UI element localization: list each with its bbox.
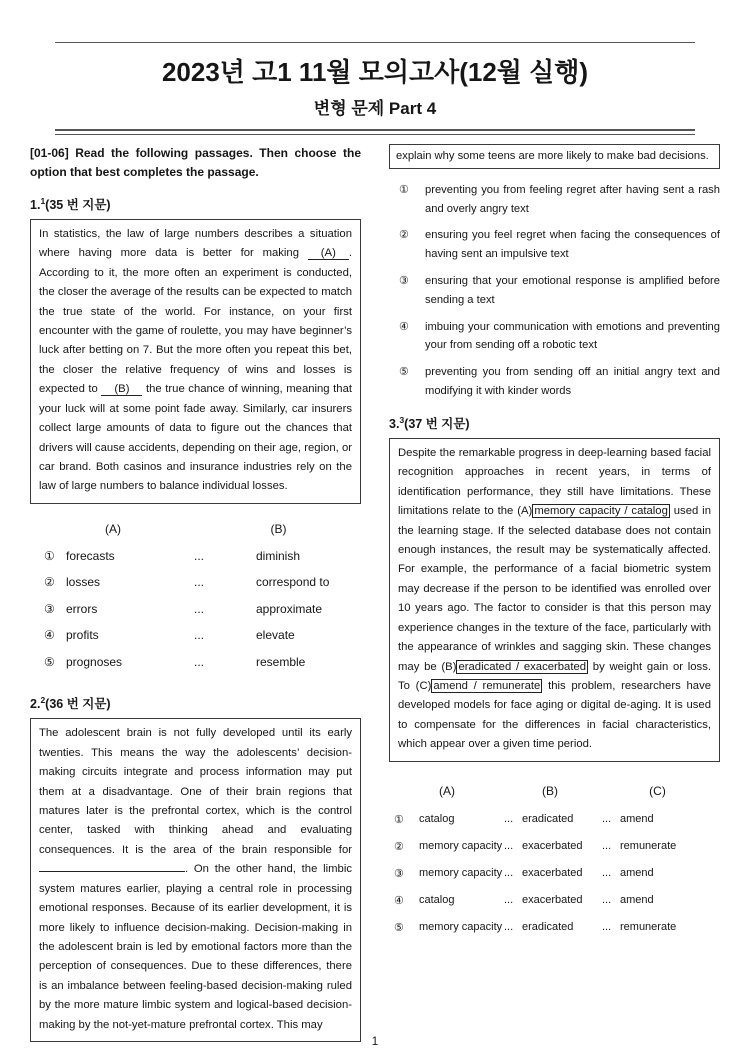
page-title: 2023년 고1 11월 모의고사(12월 실행) <box>161 57 589 87</box>
q3-header-a: (A) <box>439 783 455 798</box>
question-1-source: (35 번 지문) <box>45 197 111 212</box>
option-c-word: amend <box>620 866 654 879</box>
page-subtitle: 변형 문제 Part 4 <box>313 99 437 118</box>
option-c-word: remunerate <box>620 920 677 933</box>
option-a-word: errors <box>66 601 98 616</box>
q1-answer-table <box>30 522 361 682</box>
option-a-word: profits <box>66 628 99 643</box>
question-3-number: 3. <box>389 416 400 431</box>
option-b-word: exacerbated <box>522 893 583 906</box>
option-number: ② <box>394 840 404 853</box>
option-a-word: catalog <box>419 893 455 906</box>
option-a-word: memory capacity <box>419 920 503 933</box>
q1-answer-row <box>30 628 361 655</box>
dots-separator: ... <box>194 628 205 643</box>
option-b-word: diminish <box>256 548 301 563</box>
page-header <box>30 42 720 135</box>
q2-options-list <box>389 181 720 401</box>
option-number: ③ <box>44 601 55 616</box>
column-right <box>389 144 720 1042</box>
option-number: ⑤ <box>394 921 404 934</box>
option-c-word: remunerate <box>620 839 677 852</box>
q2-option-item <box>399 363 720 401</box>
dots-separator: ... <box>602 920 612 933</box>
top-divider <box>55 42 695 43</box>
dots-separator: ... <box>602 866 612 879</box>
option-number: ③ <box>399 275 410 288</box>
header-divider <box>55 129 695 135</box>
option-b-word: eradicated <box>522 812 574 825</box>
dots-separator: ... <box>504 920 514 933</box>
question-2-source: (36 번 지문) <box>45 697 111 712</box>
q3-answer-row <box>389 867 720 894</box>
option-number: ⑤ <box>399 366 410 379</box>
option-number: ① <box>394 813 404 826</box>
option-a-word: forecasts <box>66 548 115 563</box>
option-c-word: amend <box>620 893 654 906</box>
question-2-header <box>30 694 361 712</box>
option-c-word: amend <box>620 812 654 825</box>
dots-separator: ... <box>194 601 205 616</box>
question-1-number: 1. <box>30 197 41 212</box>
option-number: ④ <box>44 628 55 643</box>
option-b-word: exacerbated <box>522 839 583 852</box>
q2-option-item <box>399 181 720 219</box>
option-text: preventing you from sending off an initial angry text and modifying it with kinder words <box>425 366 720 398</box>
option-text: ensuring you feel regret when facing the consequences of having sent an impulsive text <box>425 229 720 261</box>
q3-header-c: (C) <box>649 783 666 798</box>
content-columns <box>30 144 720 1042</box>
q3-table-header <box>389 784 720 798</box>
dots-separator: ... <box>194 654 205 669</box>
option-text: preventing you from feeling regret after having sent a rash and overly angry text <box>425 183 720 215</box>
page-number: 1 <box>371 1036 379 1048</box>
q2-passage-continuation-box: explain why some teens are more likely to make bad decisions. <box>389 144 720 169</box>
q1-table-header <box>30 522 361 536</box>
option-b-word: correspond to <box>256 575 330 590</box>
q3-header-b: (B) <box>542 783 558 798</box>
dots-separator: ... <box>504 893 514 906</box>
q3-answer-row <box>389 813 720 840</box>
question-3-header <box>389 414 720 432</box>
q1-header-a: (A) <box>105 521 121 536</box>
option-number: ③ <box>394 867 404 880</box>
q2-option-item <box>399 272 720 310</box>
option-number: ④ <box>394 894 404 907</box>
option-number: ⑤ <box>44 654 55 669</box>
option-a-word: memory capacity <box>419 839 503 852</box>
column-left <box>30 144 361 1042</box>
q3-answer-table <box>389 784 720 948</box>
q1-answer-row <box>30 575 361 602</box>
q1-passage-box: In statistics, the law of large numbers describes a situation where having more data is better for making (A) . According to it, the more often an experiment is conducted, the closer the average of the results can be expected to match the true state of the world. For instance, on your first encounter with the game of roulette, you may have beginner’s luck after betting on 7. But the more often you repeat this bet, the closer the relative frequency of wins and losses is expected to (B) the true chance of winning, meaning that your luck will at some point fade away. Similarly, car insurers collect large amounts of data to figure out the chances that drivers will cause accidents, depending on their age, region, or car brand. Both casinos and insurance industries rely on the law of large numbers to balance individual losses. <box>30 219 361 504</box>
question-2-number: 2. <box>30 697 41 712</box>
option-a-word: memory capacity <box>419 866 503 879</box>
option-number: ④ <box>399 320 410 333</box>
dots-separator: ... <box>602 812 612 825</box>
q1-header-b: (B) <box>270 521 287 536</box>
dots-separator: ... <box>504 866 514 879</box>
q1-answer-row <box>30 549 361 576</box>
option-number: ① <box>399 183 410 196</box>
option-a-word: losses <box>66 575 101 590</box>
q1-answer-rows <box>30 549 361 682</box>
dots-separator: ... <box>504 812 514 825</box>
option-number: ② <box>399 229 410 242</box>
question-3-source: (37 번 지문) <box>404 416 470 431</box>
question-1-header <box>30 195 361 213</box>
q3-answer-row <box>389 921 720 948</box>
dots-separator: ... <box>602 893 612 906</box>
option-b-word: eradicated <box>522 920 574 933</box>
question-3-superscript: 3 <box>399 414 405 425</box>
instructions-text: [01-06] Read the following passages. Then choose the option that best completes the passage. <box>30 146 361 179</box>
option-text: ensuring that your emotional response is amplified before sending a text <box>425 275 720 306</box>
option-b-word: elevate <box>256 628 295 643</box>
q1-answer-row <box>30 655 361 682</box>
option-a-word: prognoses <box>66 654 123 669</box>
q3-answer-row <box>389 894 720 921</box>
question-1-superscript: 1 <box>40 195 46 206</box>
dots-separator: ... <box>504 839 514 852</box>
dots-separator: ... <box>194 575 205 590</box>
option-b-word: resemble <box>256 654 306 669</box>
dots-separator: ... <box>602 839 612 852</box>
dots-separator: ... <box>194 548 205 563</box>
q1-answer-row <box>30 602 361 629</box>
option-a-word: catalog <box>419 812 455 825</box>
option-text: imbuing your communication with emotions and preventing your from sending off a robotic text <box>425 320 720 352</box>
q2-passage-box: The adolescent brain is not fully developed until its early twenties. This means the way the adolescents’ decision-making circuits integrate and process information may put them at a disadvantage. One of their brain regions that matures later is the prefrontal cortex, which is the control center, tasked with thinking ahead and evaluating consequences. It is the area of the brain responsible for . On the other hand, the limbic system matures earlier, playing a central role in processing emotional responses. Because of its earlier development, it is more likely to influence decision-making. Decision-making in the adolescent brain is led by emotional factors more than the perception of consequences. Due to these differences, there is an imbalance between feeling-based decision-making ruled by the more mature limbic system and logical-based decision-making by the not-yet-mature prefrontal cortex. This may <box>30 718 361 1042</box>
q3-passage-box: Despite the remarkable progress in deep-learning based facial recognition approaches in recent years, in terms of identification performance, they still have limitations. These limitations relate to the (A) memory capacity / catalog used in the learning stage. If the selected database does not contain enough instances, the result may be systematically affected. For example, the performance of a facial biometric system may decrease if the person to be identified was enrolled over 10 years ago. The factor to consider is that this person may experience changes in the texture of the face, particularly with the appearance of wrinkles and sagging skin. These changes may be (B) eradicated / exacerbated by weight gain or loss. To (C) amend / remunerate this problem, researchers have developed models for face aging or digital de-aging. It is used to compensate for the differences in facial characteristics, which appear over a given time period. <box>389 438 720 762</box>
q2-option-item <box>399 318 720 356</box>
option-b-word: exacerbated <box>522 866 583 879</box>
option-number: ① <box>44 548 55 563</box>
option-number: ② <box>44 575 55 590</box>
q2-option-item <box>399 226 720 264</box>
q3-answer-rows <box>389 813 720 948</box>
question-2-superscript: 2 <box>40 695 46 706</box>
q3-answer-row <box>389 840 720 867</box>
option-b-word: approximate <box>256 601 323 616</box>
